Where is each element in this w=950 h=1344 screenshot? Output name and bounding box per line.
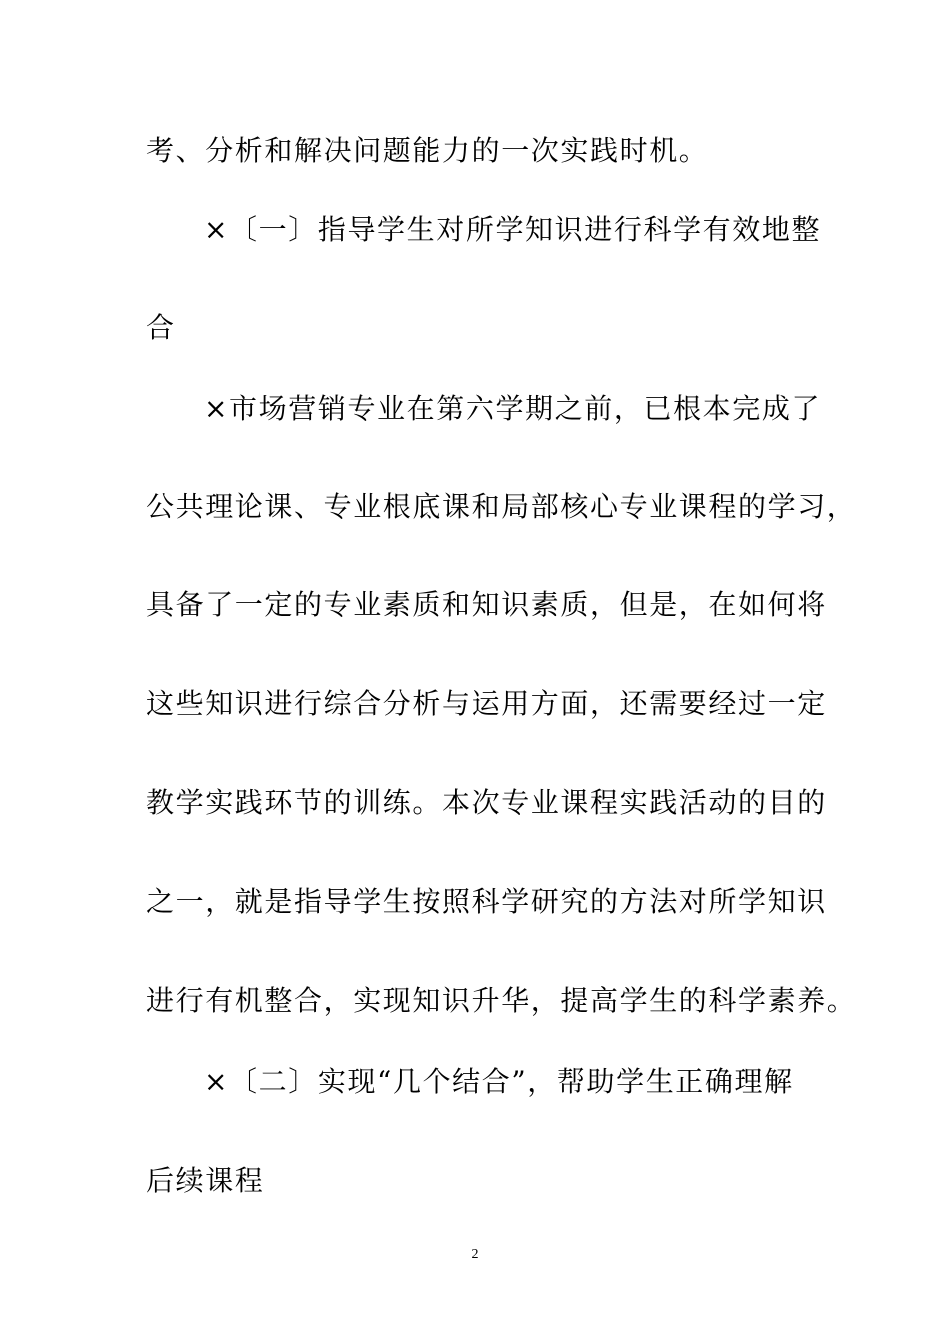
text-line-10: 进行有机整合，实现知识升华，提高学生的科学素养。 <box>146 984 857 1017</box>
section-heading-2: ×〔二〕实现“几个结合”，帮助学生正确理解 <box>204 1065 794 1098</box>
text-line-6: 具备了一定的专业素质和知识素质，但是，在如何将 <box>146 588 827 621</box>
text-line-7: 这些知识进行综合分析与运用方面，还需要经过一定 <box>146 687 827 720</box>
paragraph-start: ×市场营销专业在第六学期之前，已根本完成了 <box>204 392 822 425</box>
text-line-8: 教学实践环节的训练。本次专业课程实践活动的目的 <box>146 786 827 819</box>
text-line-3: 合 <box>146 311 176 344</box>
text-line-9: 之一，就是指导学生按照科学研究的方法对所学知识 <box>146 885 827 918</box>
section-heading-1: ×〔一〕指导学生对所学知识进行科学有效地整 <box>204 213 822 246</box>
text-line-1: 考、分析和解决问题能力的一次实践时机。 <box>146 134 709 167</box>
page-number: 2 <box>471 1247 479 1262</box>
text-line-5: 公共理论课、专业根底课和局部核心专业课程的学习， <box>146 490 857 523</box>
text-line-12: 后续课程 <box>146 1164 265 1197</box>
